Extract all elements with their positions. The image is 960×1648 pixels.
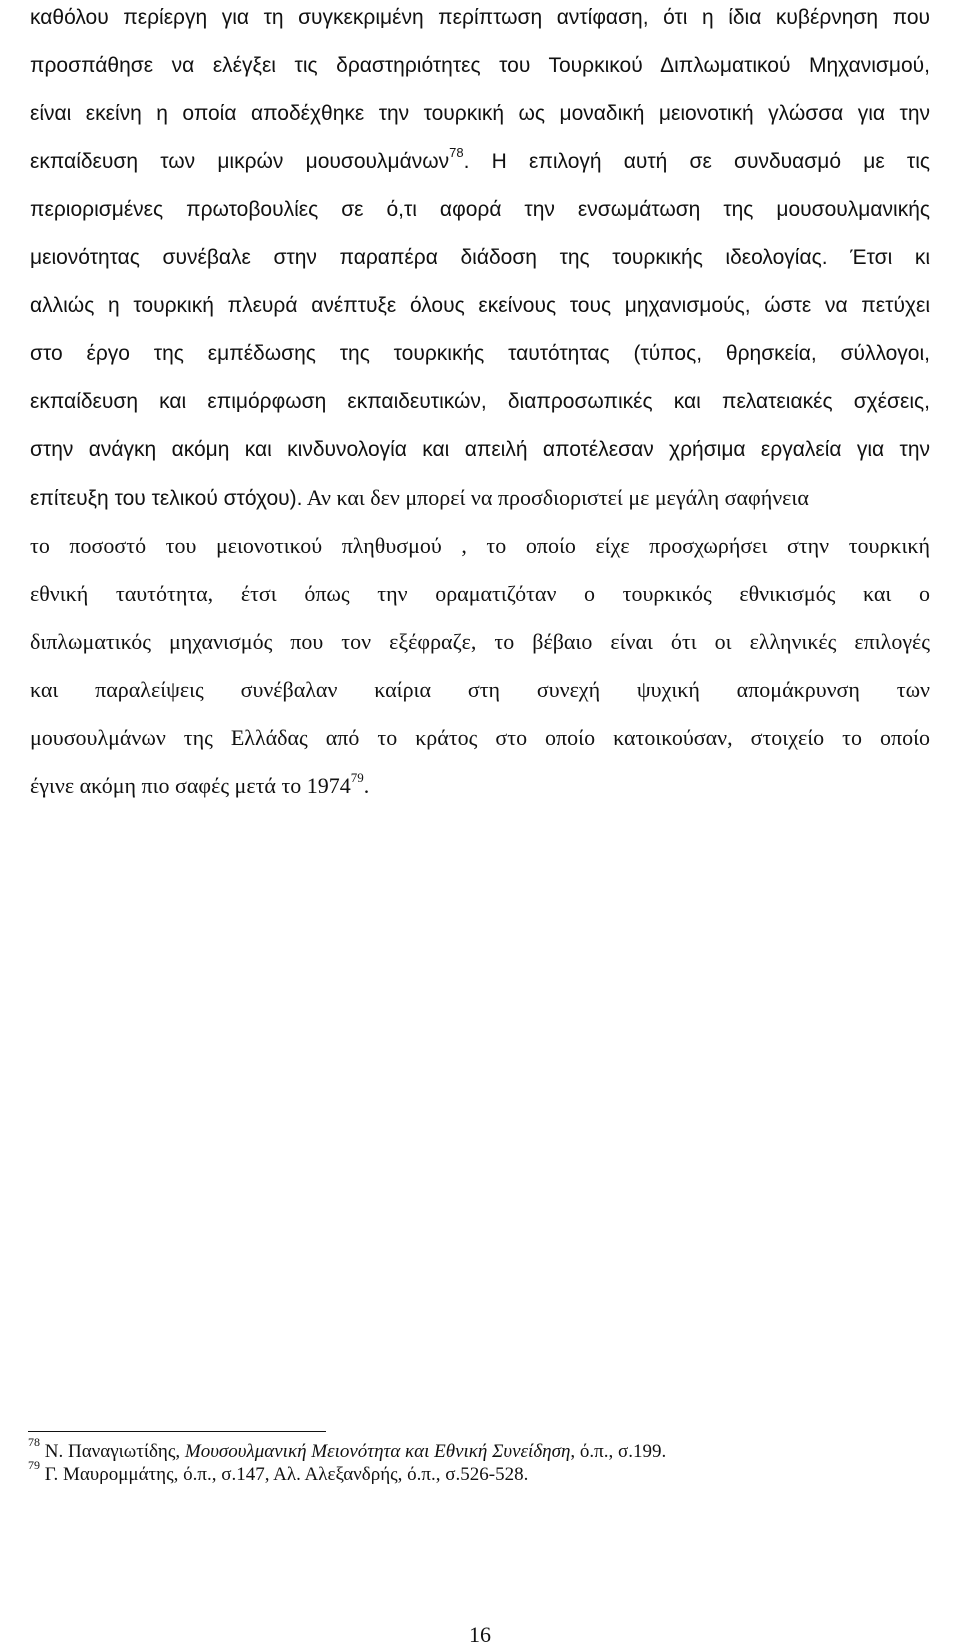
page-number: 16 [469,1622,491,1647]
body-line: καθόλου περίεργη για τη συγκεκριμένη περίπτωση αντίφαση, ότι η ίδια κυβέρνηση που [30,6,930,29]
footnote-ref: 78 [449,145,464,160]
body-line [30,145,930,174]
body-text: . Η επιλογή αυτή σε συνδυασμό με τις [463,150,930,173]
body-text: . [363,773,370,798]
body-line: εθνική ταυτότητα, έτσι όπως την οραματιζόταν ο τουρκικός εθνικισμός και ο [30,581,930,606]
footnote-text: Ν. Παναγιωτίδης, [40,1441,185,1462]
footnote-separator [28,1431,326,1432]
footnote-ref: 79 [350,769,364,785]
footnote-number: 78 [28,1434,40,1449]
body-text: Αν και δεν μπορεί να προσδιοριστεί με μεγάλη σαφήνεια [302,485,809,510]
body-line: προσπάθησε να ελέγξει τις δραστηριότητες του Τουρκικού Διπλωματικού Μηχανισμού, [30,54,930,77]
footnote-text: Γ. Μαυρομμάτης, ό.π., σ.147, Αλ. Αλεξανδρής, ό.π., σ.526-528. [40,1464,529,1485]
body-line: στην ανάγκη ακόμη και κινδυνολογία και απειλή αποτέλεσαν χρήσιμα εργαλεία για την [30,438,930,461]
body-line: μειονότητας συνέβαλε στην παραπέρα διάδοση της τουρκικής ιδεολογίας. Έτσι κι [30,246,930,269]
body-line: μουσουλμάνων της Ελλάδας από το κράτος στο οποίο κατοικούσαν, στοιχείο το οποίο [30,725,930,750]
footnote [28,1434,928,1463]
footnote [28,1457,928,1486]
body-line: είναι εκείνη η οποία αποδέχθηκε την τουρκική ως μοναδική μειονοτική γλώσσα για την [30,102,930,125]
footnote-text: , ό.π., σ.199. [570,1441,667,1462]
body-text: έγινε ακόμη πιο σαφές μετά το 1974 [30,773,351,798]
body-text: εκπαίδευση των μικρών μουσουλμάνων [30,150,450,173]
footnote-title: Μουσουλμανική Μειονότητα και Εθνική Συνείδηση [184,1441,571,1462]
body-line: το ποσοστό του μειονοτικού πληθυσμού , το οποίο είχε προσχωρήσει στην τουρκική [30,533,930,558]
body-text: επίτευξη του τελικού στόχου). [30,487,303,510]
body-line [30,486,930,511]
body-line [30,769,930,798]
body-line: και παραλείψεις συνέβαλαν καίρια στη συνεχή ψυχική απομάκρυνση των [30,677,930,702]
footnote-number: 79 [28,1457,40,1472]
body-line: εκπαίδευση και επιμόρφωση εκπαιδευτικών, διαπροσωπικές και πελατειακές σχέσεις, [30,390,930,413]
body-line: διπλωματικός μηχανισμός που τον εξέφραζε, το βέβαιο είναι ότι οι ελληνικές επιλογές [30,629,930,654]
body-line: περιορισμένες πρωτοβουλίες σε ό,τι αφορά την ενσωμάτωση της μουσουλμανικής [30,198,930,221]
body-line: αλλιώς η τουρκική πλευρά ανέπτυξε όλους εκείνους τους μηχανισμούς, ώστε να πετύχει [30,294,930,317]
body-line: στο έργο της εμπέδωσης της τουρκικής ταυτότητας (τύπος, θρησκεία, σύλλογοι, [30,342,930,365]
